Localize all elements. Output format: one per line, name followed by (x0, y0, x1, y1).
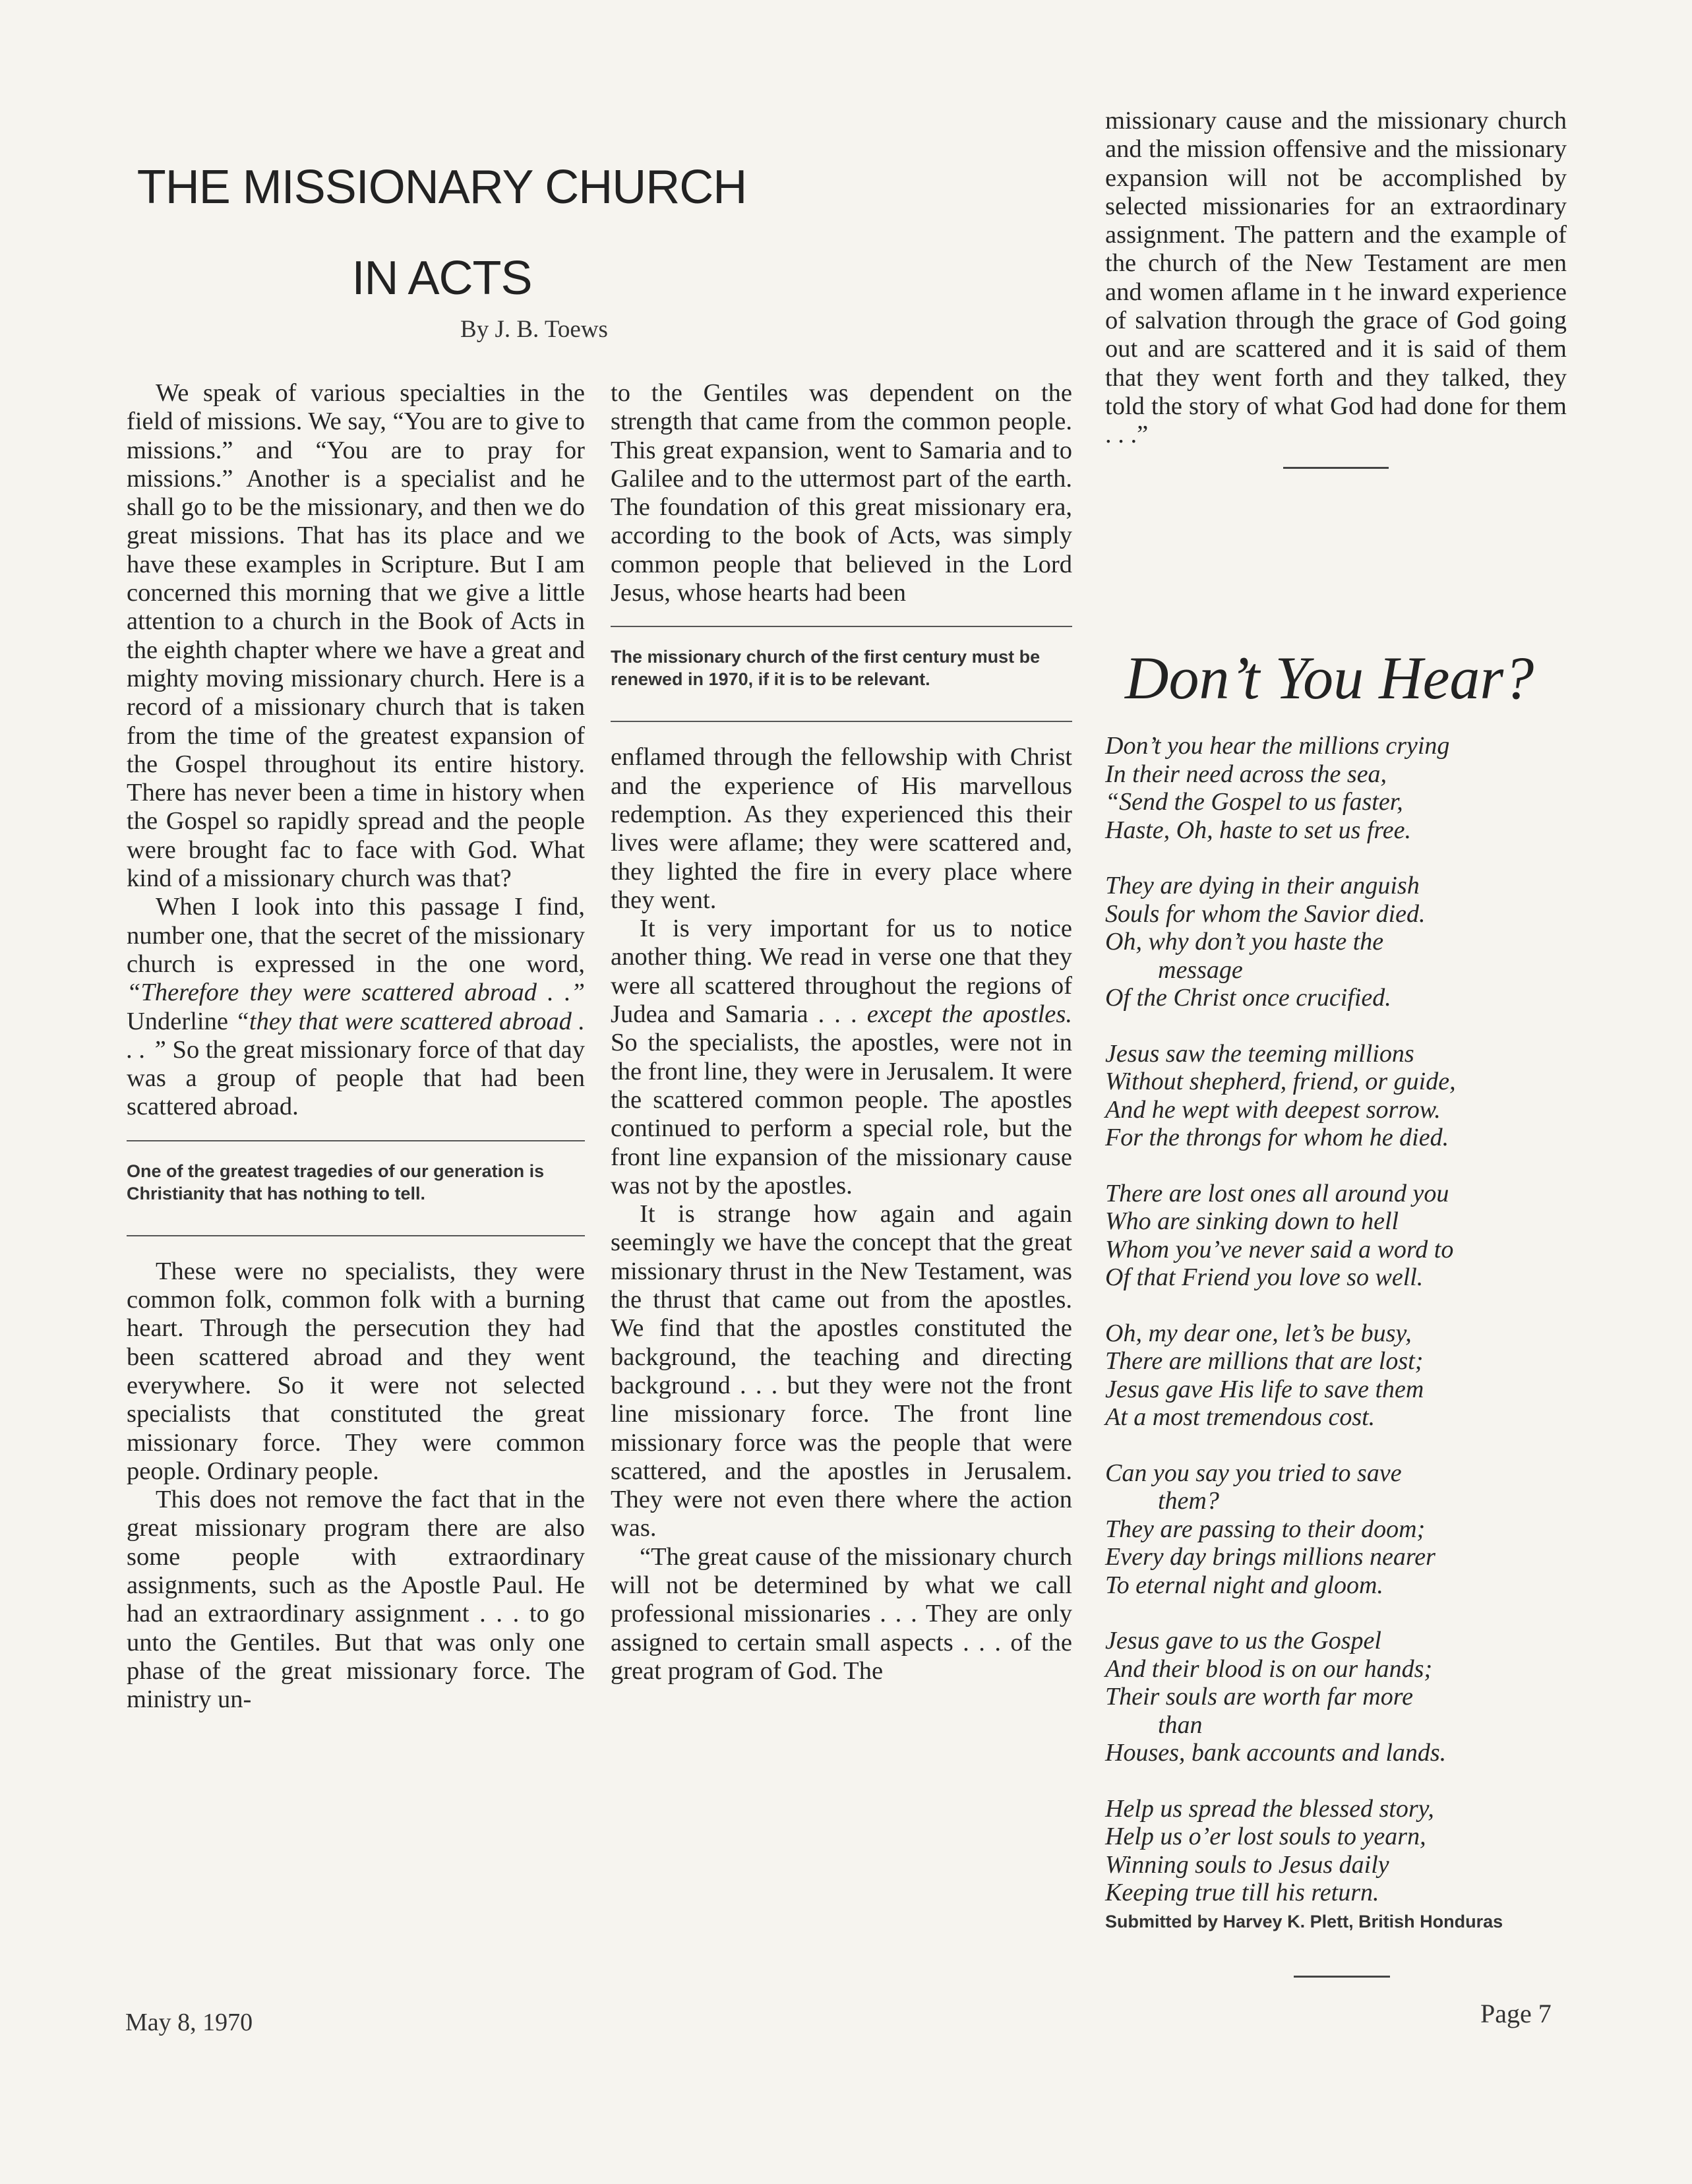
column-3 (1105, 107, 1567, 469)
end-divider (1294, 1976, 1390, 1978)
poem-line: Can you say you tried to save (1105, 1459, 1402, 1487)
poem-line: Of that Friend you love so well. (1105, 1263, 1424, 1291)
poem-line: In their need across the sea, (1105, 760, 1387, 788)
title-line-1: THE MISSIONARY CHURCH (136, 161, 747, 214)
poem-line: They are passing to their doom; (1105, 1515, 1426, 1543)
poem-line: Houses, bank accounts and lands. (1105, 1739, 1447, 1767)
paragraph (127, 893, 585, 1121)
pull-quote: One of the greatest tragedies of our generation is Christianity that has nothing to tell. (127, 1140, 585, 1236)
poem-stanza (1105, 1795, 1580, 1907)
text-run: When I look into this passage I find, number one, that the secret of the missionary church is expressed in the one word, (127, 893, 585, 978)
paragraph (611, 915, 1072, 1200)
poem-line: There are millions that are lost; (1105, 1347, 1424, 1375)
poem-line: Without shepherd, friend, or guide, (1105, 1068, 1456, 1095)
poem-line: To eternal night and gloom. (1105, 1571, 1383, 1599)
poem-line: Who are sinking down to hell (1105, 1207, 1399, 1235)
poem-line: Souls for whom the Savior died. (1105, 899, 1426, 928)
poem (1105, 732, 1580, 1932)
poem-stanza (1105, 872, 1580, 1012)
paragraph: We speak of various specialties in the field of missions. We say, “You are to give to missions.” and “You are to pray for missions.” Another is a specialist and he shall go to be the missionary, and then we do great missions. That has its place and we have these examples in Scripture. But I am concerned this morning that we give a little attention to a church in the Book of Acts in the eighth chapter where we have a great and mighty moving missionary church. Here is a record of a missionary church that is taken from the time of the greatest expansion of the Gospel throughout its entire history. There has never been a time in history when the Gospel so rapidly spread and the people were brought fac to face with God. What kind of a missionary church was that? (127, 379, 585, 893)
poem-line: Oh, why don’t you haste the (1105, 928, 1384, 956)
poem-title: Don’t You Hear? (1125, 644, 1534, 712)
poem-line: Of the Christ once crucified. (1105, 984, 1391, 1012)
poem-line: For the throngs for whom he died. (1105, 1124, 1449, 1151)
poem-line: Help us o’er lost souls to yearn, (1105, 1823, 1426, 1850)
poem-line: Oh, my dear one, let’s be busy, (1105, 1319, 1412, 1347)
column-1 (127, 379, 585, 1714)
poem-line: Jesus saw the teeming millions (1105, 1039, 1414, 1068)
poem-line: Their souls are worth far more (1105, 1683, 1413, 1711)
poem-line: Jesus gave to us the Gospel (1105, 1627, 1381, 1654)
scripture-quote: “Therefore they were scattered abroad . .” (127, 979, 585, 1007)
paragraph: “The great cause of the missionary church will not be determined by what we call professional missionaries . . . They are only assigned to certain small aspects . . . of the great program of God. The (611, 1542, 1072, 1685)
pull-quote: The missionary church of the first century must be renewed in 1970, if it is to be relevant. (611, 626, 1072, 722)
paragraph: This does not remove the fact that in the great missionary program there are also some people with extraordinary assignments, such as the Apostle Paul. He had an extraordinary assignment . . . to go unto the Gentiles. But that was only one phase of the great missionary force. The ministry un- (127, 1486, 585, 1714)
footer-page-number: Page 7 (1480, 1999, 1552, 2028)
poem-line: Haste, Oh, haste to set us free. (1105, 816, 1412, 844)
divider (1283, 467, 1389, 469)
poem-line: There are lost ones all around you (1105, 1179, 1449, 1207)
paragraph: enflamed through the fellowship with Christ and the experience of His marvellous redemption. As they experienced this their lives were aflame; they were scattered and, they lighted the fire in every place where they went. (611, 743, 1072, 914)
poem-line: “Send the Gospel to us faster, (1105, 788, 1403, 816)
poem-line: And he wept with deepest sorrow. (1105, 1095, 1441, 1124)
text-run: It is very important for us to notice another thing. We read in verse one that they were all scattered throughout the regions of Judea and Samaria . . . (611, 915, 1072, 1029)
poem-line: than (1158, 1711, 1203, 1739)
poem-line: They are dying in their anguish (1105, 872, 1420, 899)
poem-stanza (1105, 732, 1580, 844)
text-run: So the great missionary force of that day was a group of people that had been scattered abroad. (127, 1035, 585, 1121)
footer-date: May 8, 1970 (125, 2009, 253, 2036)
article-title (136, 142, 747, 324)
poem-line: them? (1158, 1487, 1219, 1515)
poem-stanza (1105, 1040, 1580, 1152)
poem-line: message (1158, 956, 1243, 984)
poem-line: Keeping true till his return. (1105, 1879, 1379, 1906)
poem-line: Every day brings millions nearer (1105, 1543, 1435, 1571)
poem-line: And their blood is on our hands; (1105, 1654, 1433, 1683)
paragraph: missionary cause and the missionary church and the mission offensive and the missionary expansion will not be accomplished by selected missionaries for an extraordinary assignment. The pattern and the example of the church of the New Testament are men and women aflame in t he inward experience of salvation through the grace of God going out and are scattered and it is said of them that they went forth and they talked, they told the story of what God had done for them . . .” (1105, 107, 1567, 449)
byline: By J. B. Toews (460, 316, 608, 343)
poem-line: Don’t you hear the millions crying (1105, 732, 1450, 760)
title-line-2: IN ACTS (351, 252, 532, 305)
column-2 (611, 379, 1072, 1685)
poem-stanza (1105, 1627, 1580, 1767)
poem-line: Jesus gave His life to save them (1105, 1375, 1424, 1403)
poem-stanza (1105, 1320, 1580, 1432)
text-run: So the specialists, the apostles, were not in the front line, they were in Jerusalem. It were the scattered common people. The apostles continued to perform a special role, but the front line expansion of the missionary cause was not by the apostles. (611, 1029, 1072, 1199)
paragraph: It is strange how again and again seemingly we have the concept that the great missionary thrust in the New Testament, was the thrust that came out from the apostles. We find that the apostles constituted the background, the teaching and directing background . . . but they were not the front line missionary force. The front line missionary force was the people that were scattered, and the apostles in Jerusalem. They were not even there where the action was. (611, 1200, 1072, 1542)
poem-line: Winning souls to Jesus daily (1105, 1850, 1389, 1879)
poem-stanza (1105, 1459, 1580, 1600)
poem-line: Help us spread the blessed story, (1105, 1794, 1434, 1823)
submitted-by: Submitted by Harvey K. Plett, British Honduras (1105, 1911, 1503, 1931)
poem-stanza (1105, 1180, 1580, 1292)
scripture-quote: “they that were scattered abroad . . . ” (127, 1007, 585, 1064)
scripture-quote: except the apostles. (866, 1000, 1073, 1029)
paragraph: to the Gentiles was dependent on the strength that came from the common people. This great expansion, went to Samaria and to Galilee and to the uttermost part of the earth. The foundation of this great missionary era, according to the book of Acts, was simply common people that believed in the Lord Jesus, whose hearts had been (611, 379, 1072, 607)
poem-line: At a most tremendous cost. (1105, 1403, 1375, 1431)
text-run: Underline (127, 1007, 235, 1035)
paragraph: These were no specialists, they were common folk, common folk with a burning heart. Through the persecution they had been scattered abroad and they went everywhere. So it were not selected specialists that constituted the great missionary force. They were common people. Ordinary people. (127, 1257, 585, 1485)
poem-line: Whom you’ve never said a word to (1105, 1235, 1454, 1263)
